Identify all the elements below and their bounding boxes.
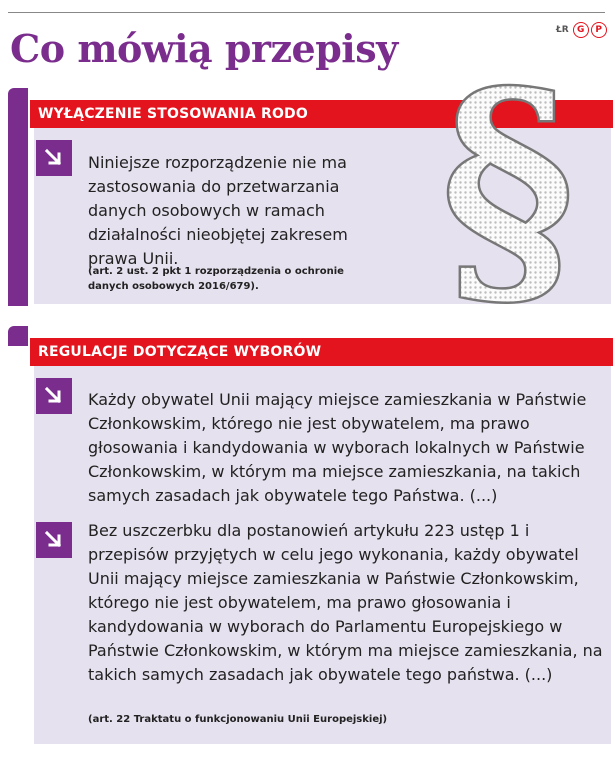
section-sign-icon bbox=[408, 70, 608, 315]
section-header: REGULACJE DOTYCZĄCE WYBORÓW bbox=[30, 338, 613, 366]
section-election-rules bbox=[8, 326, 613, 746]
section-citation: (art. 2 ust. 2 pkt 1 rozporządzenia o ochronie danych osobowych 2016/679). bbox=[88, 266, 344, 292]
logo-mark-g: G bbox=[573, 22, 589, 38]
section-paragraph: Niniejsze rozporządzenie nie ma zastosowania do przetwarzania danych osobowych w ramach działalności nieobjętej zakresem prawa Unii. bbox=[88, 153, 348, 268]
page-title: Co mówią przepisy bbox=[10, 26, 398, 71]
logo-mark-p: P bbox=[591, 22, 607, 38]
section-paragraph: Bez uszczerbku dla postanowień artykułu 223 ustęp 1 i przepisów przyjętych w celu jego wykonania, każdy obywatel Unii mający miejsce zamieszkania w Państwie Członkowskim, którego nie jest obywatelem, ma prawo głosowania i kandydowania w wyborach do Parlamentu Europejskiego w Państwie Członkowskim, w którym ma miejsce zamieszkania, na takich samych zasadach jak obywatele tego państwa. (...) bbox=[88, 521, 603, 684]
section-citation: (art. 22 Traktatu o funkcjonowaniu Unii Europejskiej) bbox=[88, 714, 388, 725]
section-accent-bar bbox=[8, 88, 28, 306]
svg-text:§: § bbox=[440, 70, 576, 315]
arrow-down-right-icon bbox=[36, 378, 72, 414]
section-header: WYŁĄCZENIE STOSOWANIA RODO bbox=[30, 100, 613, 128]
section-paragraph: Każdy obywatel Unii mający miejsce zamieszkania w Państwie Członkowskim, którego nie jest obywatelem, ma prawo głosowania i kandydowania w wyborach lokalnych w Państwie Członkowskim, w którym ma miejsce zamieszkania, na takich samych zasadach jak obywatele tego Państwa. (...) bbox=[88, 390, 587, 505]
section-accent-bar bbox=[8, 326, 28, 346]
arrow-down-right-icon bbox=[36, 522, 72, 558]
logo-lr: ŁR bbox=[556, 25, 569, 35]
arrow-down-right-icon bbox=[36, 140, 72, 176]
top-rule bbox=[8, 12, 605, 13]
publisher-logo bbox=[556, 22, 607, 38]
